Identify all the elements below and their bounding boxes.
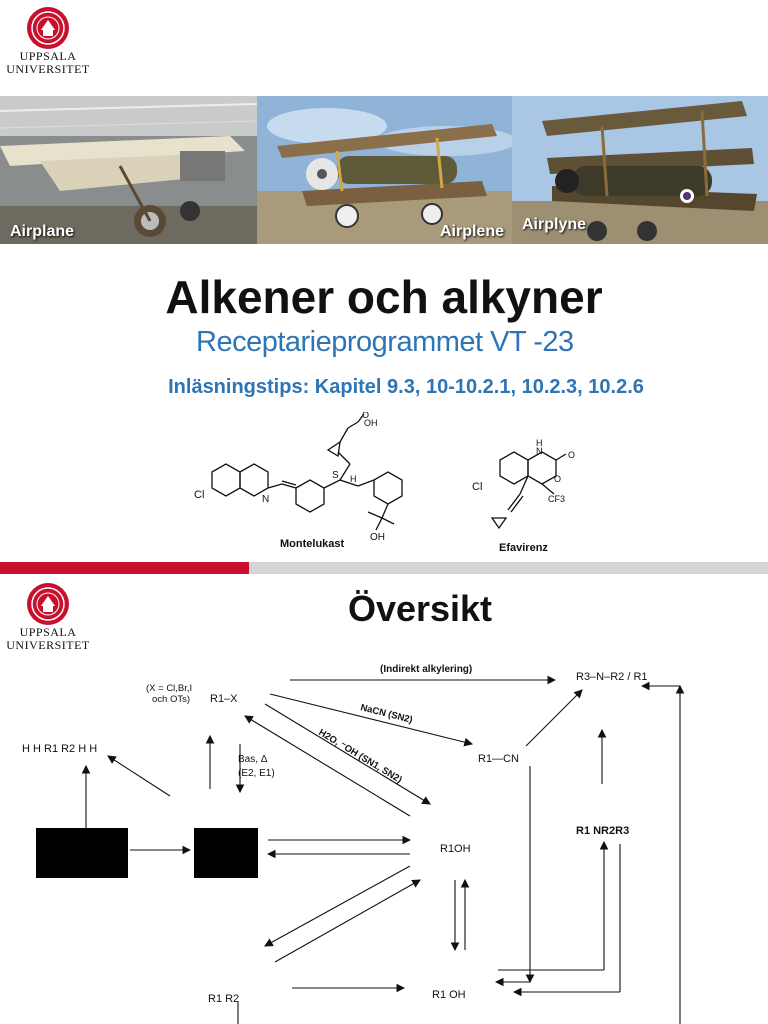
halide-condition-2: och OTs): [152, 694, 191, 705]
label-nacn: NaCN (SN2): [359, 702, 414, 726]
logo-line-2: UNIVERSITET: [6, 62, 90, 76]
label-acid: R1 OH: [432, 989, 466, 1001]
slide-subtitle: Receptarieprogrammet VT -23: [196, 326, 574, 358]
slide-2: [0, 574, 768, 1024]
efavirenz-structure: [470, 438, 590, 538]
logo-line-2: UNIVERSITET: [6, 638, 90, 652]
label-hydrolysis: H2O, ⁻OH (SN1, SN2): [316, 727, 404, 786]
reading-tips: Inläsningstips: Kapitel 9.3, 10-10.2.1, 10.2.3, 10.2.6: [168, 376, 644, 398]
label-alkane: H H R1 R2 H H: [22, 743, 98, 755]
logo-line-1: UPPSALA: [19, 625, 77, 639]
label-efavirenz: Efavirenz: [499, 542, 548, 554]
halide-condition-1: (X = Cl,Br,I: [146, 683, 193, 694]
label-base-1: Bas, Δ: [238, 754, 268, 765]
caption-airplane: Airplane: [10, 223, 75, 240]
label-alcohol: R1OH: [440, 843, 471, 855]
atom-h: H: [350, 474, 357, 484]
atom-o: O: [362, 412, 370, 420]
atom-cl: Cl: [194, 489, 205, 501]
efavirenz-drawing: [470, 438, 590, 538]
hidden-box-1: [36, 828, 128, 878]
arrow-to-alkane: [108, 756, 170, 796]
label-indirect-alkylation: (Indirekt alkylering): [380, 664, 473, 675]
caption-airplyne: Airplyne: [522, 216, 587, 233]
arrow-nitrile-to-amine: [526, 690, 582, 746]
hidden-box-2: [194, 828, 258, 878]
university-seal-icon: [26, 6, 70, 50]
arrow-alcohol-to-ketone: [265, 866, 410, 946]
atom-o-ring: O: [554, 474, 562, 484]
atom-oh-acid: OH: [364, 418, 378, 428]
uppsala-logo: [4, 6, 92, 76]
atom-o-carbonyl: O: [568, 450, 576, 460]
photo-monoplane: [0, 96, 257, 244]
reaction-overview-diagram: [0, 644, 768, 1024]
overview-title: Översikt: [347, 588, 493, 629]
photo-triplane: [512, 96, 768, 244]
logo-line-1: UPPSALA: [19, 49, 77, 63]
atom-n: N: [262, 494, 270, 505]
label-montelukast: Montelukast: [280, 538, 345, 550]
atom-cf3: CF3: [548, 494, 566, 504]
slide-title: Alkener och alkyner: [165, 271, 603, 323]
photo-biplane: [257, 96, 512, 244]
arrow-nacn: [270, 694, 472, 744]
airplane-photos: [0, 96, 768, 244]
label-halide: R1–X: [210, 693, 238, 705]
atom-oh: OH: [370, 532, 385, 543]
label-amide: R1 NR2R3: [576, 825, 630, 837]
atom-s: S: [332, 470, 339, 481]
caption-airplene: Airplene: [439, 223, 504, 240]
atom-nh: H: [536, 438, 543, 448]
arrow-ketone-to-alcohol: [275, 880, 420, 962]
slide-divider: [0, 562, 768, 574]
label-base-2: (E2, E1): [238, 768, 275, 779]
label-ketone: R1 R2: [208, 993, 240, 1005]
label-amine: R3–N–R2 / R1: [576, 671, 648, 683]
atom-cl-efavirenz: Cl: [472, 481, 483, 493]
label-nitrile: R1—CN: [478, 753, 519, 765]
atom-n-efavirenz: N: [536, 446, 543, 456]
